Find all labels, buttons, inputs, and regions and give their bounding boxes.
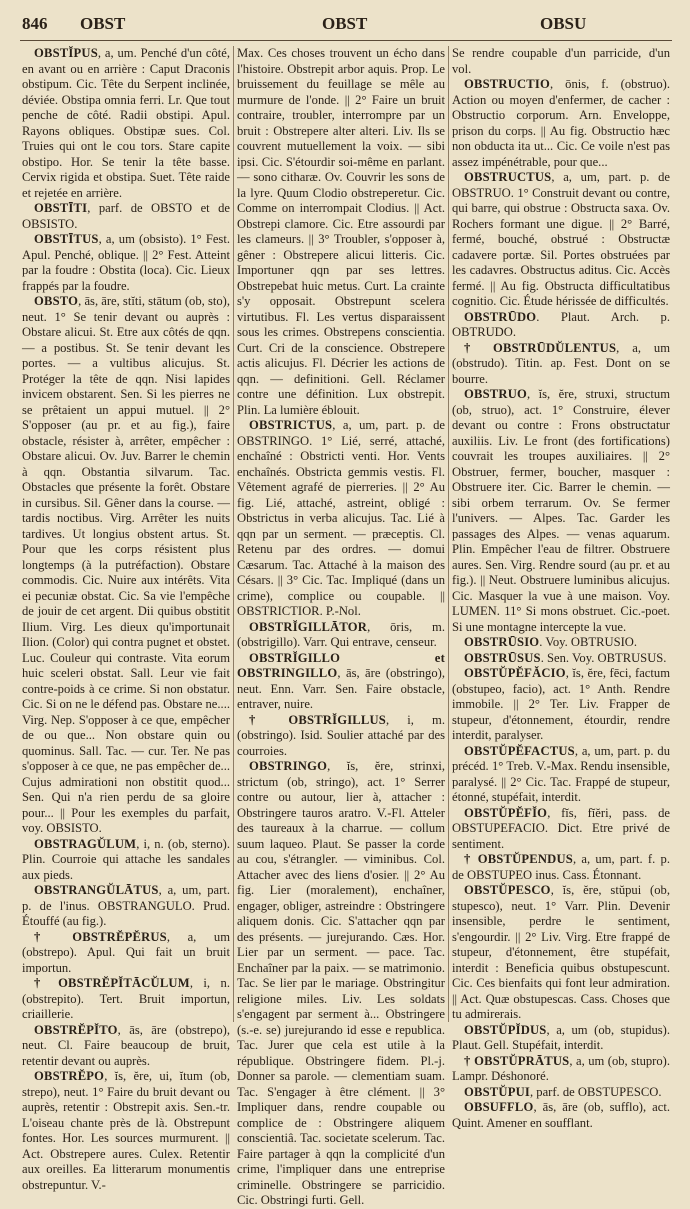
entry-text: , i, n. (ob, sterno). Plin. Courroie qui attache les sandales aux pieds. — [22, 836, 230, 882]
dictionary-entry — [452, 46, 670, 77]
headword: OBSTŬPĔFĬO — [464, 805, 548, 820]
headword: OBSTRĬGILLO et OBSTRINGILLO — [237, 650, 445, 680]
dictionary-entry — [22, 976, 230, 1023]
entry-text: . Voy. OBTRUSIO. — [539, 635, 638, 649]
dictionary-entry — [22, 930, 230, 977]
headword: OBSUFFLO — [464, 1100, 534, 1114]
headword: OBSTRĬGILLUS — [288, 712, 386, 727]
entry-text: , a, um, part. p. de OBSTRINGO. 1° Lié, serré, attaché, enchaîné : Obstricti venti. Hor. Vents enchaînés. Obstricta gemmis vestis. Fl. Vêtement agrafé de pierreries. || 2° Au fig. Lié, attaché, astreint, obligé : Obstrictus in verba alicujus. Tac. Lié à qqn par un serment. — præceptis. Cl. Retenu par des ordres. — domui Cæsarum. Tac. Attaché à la maison des Césars. || 3° Cic. Tac. Impliqué (dans un crime), complice ou coupable. || OBSTRICTIOR. P.-Nol. — [237, 418, 445, 618]
page-number: 846 — [22, 14, 48, 33]
running-header — [0, 14, 690, 38]
entry-text: , ĭs, ĕre, struxi, structum (ob, struo), act. 1° Construire, élever devant ou contre : Frons obstructatur auxiliis. Liv. Le front (des fortifications) couvrait les troupes auxiliaires. || 2° Obstruer, fermer, boucher, masquer : Obstruere iter. Cic. Barrer le chemin. — sibi orbem terrarum. Ov. Se fermer l'univers. — Alpes. Tac. Garder les passages des Alpes. — venas aquarum. Plin. Empêcher l'eau de filtrer. Obstruere aures. Sen. Virg. Rendre sourd (au pr. et au fig.). || Neut. Obstruere luminibus alicujus. Cic. Masquer la vue à une maison. Voy. LUMEN. 11° Si mons obstruet. Cic.-poet. Si une montagne intercepte la vue. — [452, 387, 670, 634]
headword: OBSTRAGŬLUM — [34, 836, 137, 851]
headword: OBSTRŪSIO — [464, 635, 540, 649]
entry-text: , i, m. (obstringo). Isid. Soulier attaché par des courroies. — [237, 712, 445, 758]
dictionary-entry — [452, 1054, 670, 1085]
headword: OBSTRŪSUS — [464, 650, 541, 665]
entry-text: , a, um, part. f. p. de OBSTUPEO inus. Cass. Étonnant. — [452, 852, 670, 882]
headword: OBSTĪTUS — [34, 232, 99, 246]
headword: OBSTRĔPĔRUS — [72, 929, 167, 944]
dictionary-entry — [452, 387, 670, 635]
dictionary-entry — [452, 651, 670, 667]
dictionary-entry — [452, 635, 670, 651]
entry-text: , ās, āre, stĭti, stātum (ob, sto), neut. 1° Se tenir devant ou auprès : Obstare alicui. St. Etre aux côtés de qqn. — a postibus. St. Se tenir devant les portes. — a vultibus alicujus. St. Protéger la tête de qqn. Nisi lapides invicem obstarent. Sen. Si les pierres ne se prêtaient un appui mutuel. || 2° S'opposer (au pr. et au fig.), faire obstacle, résister à, arrêter, empêcher : Obstare alicui. Ov. Juv. Barrer le chemin à qqn. Obstantia silvarum. Tac. Obstacles que présente la forêt. Obstare in cursibus. Sil. Gêner dans la course. — tardis noctibus. Virg. Arrêter les nuits tardives. Ut longius obstent artus. St. Pour que les corps résistent plus longtemps (à la putréfaction). Obstare commodis. Cic. Nuire aux intérêts. Vita ei pecuniæ obstat. Cic. Sa vie l'empêche de jouir de cet argent. Dii quibus obstitit Ilium. Virg. Les dieux qu'importunait Ilion. (Color) qui contra pugnet et obstet. Luc. Couleur qui contraste. Vita eorum huic sceleri obstat. Sall. Leur vie fait contre-poids à ce crime. Si non obstatur. Cic. Si on ne le défend pas. Obstare ne.... Virg. Nep. S'opposer à ce que, empêcher de ou que... Non obstare quin ou quominus. Sall. Tac. — cur. Ter. Ne pas s'opposer à ce que, ne pas empêcher de... Cujus admirationi non obstitit quod... Sen. Qui n'a rien perdu de sa gloire pour... || Pour les exemples du parfait, voy. OBSISTO. — [22, 294, 230, 835]
dictionary-entry — [452, 310, 670, 341]
dictionary-entry — [237, 418, 445, 620]
entry-text: , parf. de OBSTUPESCO. — [529, 1084, 662, 1099]
dictionary-entry — [452, 883, 670, 1023]
header-rule — [20, 40, 672, 41]
headword: OBSTRĔPĬTO — [34, 1022, 118, 1037]
column-2 — [237, 46, 445, 1207]
right-guide-word: OBSU — [540, 14, 587, 33]
entry-text: , a, um. Penché d'un côté, en avant ou en arrière : Caput Draconis obstipum. Cic. Tête du Serpent inclinée, déviée. Obstipa omnia ferri. Lr. Que tout penche de côté. Radii obstipi. Apul. Rayons obliques. Obstipæ sues. Col. Truies qui ont le cou tors. Stare capite obstipo. Hor. Se tenir la tête basse. Cervix rigida et obstipa. Suet. Tête raide et rejetée en arrière. — [22, 46, 230, 200]
dictionary-entry — [237, 713, 445, 760]
left-guide-word: OBST — [80, 14, 126, 33]
entry-text: , ĭs, ĕre, stŭpui (ob, stupesco), neut. 1° Varr. Plin. Devenir insensible, perdre le sentiment, s'engourdir. || 2° Liv. Virg. Etre frappé de stupeur, d'étonnement, être stupéfait, interdit : Beneficia quibus obstupescunt. Cic. Ces bienfaits qui font leur admiration. || Act. Quæ obstupescas. Cass. Choses que tu admirerais. — [452, 883, 670, 1021]
entry-text: , ās, āre (obstringo), neut. Enn. Varr. Sen. Faire obstacle, entraver, nuire. — [237, 666, 445, 711]
dictionary-entry — [452, 806, 670, 853]
dictionary-entry — [452, 77, 670, 170]
entry-text: , a, um (obstrepo). Apul. Qui fait un bruit importun. — [22, 929, 230, 975]
center-guide-word: OBST — [322, 14, 368, 33]
dictionary-entry — [22, 232, 230, 294]
dictionary-entry — [237, 759, 445, 1209]
headword: OBSTRINGO — [249, 759, 328, 773]
entry-text: , ās, āre (obstrepo), neut. Cl. Faire beaucoup de bruit, retentir devant ou auprès. — [22, 1022, 230, 1068]
dictionary-entry — [237, 651, 445, 713]
dagger-mark: † — [464, 1053, 475, 1068]
dagger-mark: † — [34, 976, 59, 990]
dagger-mark: † — [34, 929, 73, 944]
dictionary-entry — [452, 170, 670, 310]
dictionary-entry — [237, 620, 445, 651]
headword: OBSTRUO — [464, 387, 527, 401]
entry-text: , a, um (ob, stupro). Lampr. Déshonoré. — [452, 1053, 670, 1083]
entry-text: , i, n. (obstrepito). Tert. Bruit importun, criaillerie. — [22, 976, 230, 1021]
entry-text: , parf. de OBSTO et de OBSISTO. — [22, 201, 230, 231]
column-3 — [452, 46, 670, 1130]
dictionary-entry — [452, 744, 670, 806]
headword: OBSTĪTI — [34, 201, 88, 215]
headword: OBSTRŪDŬLENTUS — [492, 340, 617, 355]
entry-text: , a, um, part. p. de l'inus. OBSTRANGULO. Prud. Étouffé (au fig.). — [22, 883, 230, 928]
entry-text: , a, um, part. p. du précéd. 1° Treb. V.-Max. Rendu insensible, paralysé. || 2° Cic. Tac. Frappé de stupeur, étonné, stupéfait, interdit. — [452, 743, 670, 804]
column-1 — [22, 46, 230, 1192]
headword: OBSTĬPUS — [34, 46, 98, 60]
dictionary-entry — [452, 1100, 670, 1131]
entry-text: , ās, āre (ob, sufflo), act. Quint. Amener en soufflant. — [452, 1100, 670, 1130]
dagger-mark: † — [249, 712, 289, 727]
headword: OBSTRŪDO — [464, 309, 537, 324]
dictionary-entry — [237, 46, 445, 418]
headword: OBSTRUCTUS — [464, 170, 552, 184]
column-divider — [233, 46, 234, 1022]
headword: OBSTŬPUI — [464, 1084, 530, 1099]
dictionary-entry — [452, 1085, 670, 1101]
entry-text: , a, um (ob, stupidus). Plaut. Gell. Stupéfait, interdit. — [452, 1022, 670, 1052]
headword: OBSTRICTUS — [249, 418, 333, 432]
headword: OBSTRĔPO — [34, 1069, 105, 1083]
headword: OBSTŬPENDUS — [477, 852, 573, 866]
headword: OBSTŬPESCO — [464, 883, 551, 897]
dictionary-entry — [22, 883, 230, 930]
column-divider — [448, 46, 449, 1022]
dictionary-entry — [452, 1023, 670, 1054]
entry-text: , ĭs, ĕre, fēci, factum (obstupeo, facio), act. 1° Anth. Rendre immobile. || 2° Ter. Liv. Frapper de stupeur, d'étonnement, étourdir, rendre interdit, paralyser. — [452, 666, 670, 742]
entry-text: Max. Ces choses trouvent un écho dans l'histoire. Obstrepit arbor aquis. Prop. Le bruissement du feuillage se mêle au murmure de l'onde. || 2° Faire un bruit contraire, troubler, interrompre par un bruit : Obstrepere alter alteri. Liv. Ils se couvrent mutuellement la voix. — sibi ipsi. Cic. S'étourdir soi-même en parlant. — sono citharæ. Ov. Couvrir les sons de la lyre. Quum Clodio obstreperetur. Cic. Comme on interrompait Clodius. || Act. Obstrepi clamore. Cic. Etre assourdi par les clameurs. || 3° Troubler, s'opposer à, gêner : Obstrepere alicui litteris. Cic. Importuner qqn par ses lettres. Obstrepebat huic metus. Curt. La crainte s'y opposait. Obstrepunt scelera virtutibus. Fl. Les vertus disparaissent sous les crimes. Obstrepens conscientia. Curt. Cri de la conscience. Obstrepere actis alicujus. Fl. Décrier les actions de qqn. — definitioni. Gell. Réclamer contre une définition. Lux obstrepit. Plin. La lumière éblouit. — [237, 46, 445, 417]
headword: OBSTRĬGILLĀTOR — [249, 619, 368, 634]
dictionary-entry — [452, 852, 670, 883]
entry-text: Se rendre coupable d'un parricide, d'un vol. — [452, 46, 670, 76]
dictionary-entry — [22, 201, 230, 232]
entry-text: . Plaut. Arch. p. OBTRUDO. — [452, 309, 670, 339]
dictionary-entry — [22, 1023, 230, 1070]
entry-text: , fĭs, fĭĕri, pass. de OBSTUPEFACIO. Dict. Etre privé de sentiment. — [452, 805, 670, 851]
dictionary-entry — [452, 341, 670, 388]
dictionary-entry — [452, 666, 670, 744]
dictionary-entry — [22, 1069, 230, 1193]
headword: OBSTŬPĬDUS — [464, 1022, 547, 1037]
entry-text: . Sen. Voy. OBTRUSUS. — [540, 650, 667, 665]
dictionary-entry — [22, 837, 230, 884]
dagger-mark: † — [464, 340, 493, 355]
entry-text: , a, um, part. p. de OBSTRUO. 1° Construit devant ou contre, qui barre, qui obstrue : Obstructa saxa. Ov. Rochers formant une digue. || 2° Barré, fermé, bouché, obstrué : Obstructæ cadavere portæ. Sil. Portes obstruées par les cadavres. Obstructus aditus. Cic. Accès fermé. || Au fig. Obstructa difficultatibus cognitio. Cic. Étude hérissée de difficultés. — [452, 170, 670, 308]
entry-text: , ĭs, ĕre, ui, ĭtum (ob, strepo), neut. 1° Faire du bruit devant ou auprès, retentir : Obstrepit axis. Sen.-tr. L'oiseau chante près de là. Obstrepunt fontes. Hor. Les sources murmurent. || Act. Obstrepere aures. Culex. Retentir aux oreilles. Ea litterarum monumentis obstrepuntur. V.- — [22, 1069, 230, 1192]
entry-text: , a, um (obsisto). 1° Fest. Apul. Penché, oblique. || 2° Fest. Atteint par la foudre : Obstita (loca). Cic. Lieux frappés par la foudre. — [22, 232, 230, 293]
entry-text: , ōnis, f. (obstruo). Action ou moyen d'enfermer, de cacher : Obstructio corporum. Arn. Enveloppe, prison du corps. || Au fig. Obstructio hæc non obducta ita ut... Cic. Ce voile n'est pas assez impénétrable, pour que... — [452, 77, 670, 169]
dictionary-entry — [22, 46, 230, 201]
headword: OBSTO — [34, 294, 79, 308]
dagger-mark: † — [464, 852, 478, 866]
headword: OBSTRĔPĬTĀCŬLUM — [58, 976, 190, 990]
headword: OBSTŬPĔFACTUS — [464, 743, 575, 758]
headword: OBSTRUCTIO — [464, 77, 550, 91]
entry-text: , a, um (obstrudo). Titin. ap. Fest. Dont on se bourre. — [452, 340, 670, 386]
headword: OBSTRANGŬLĀTUS — [34, 883, 159, 897]
entry-text: , ōris, m. (obstrigillo). Varr. Qui entrave, censeur. — [237, 619, 445, 649]
entry-text: , ĭs, ĕre, strinxi, strictum (ob, stringo), act. 1° Serrer contre ou autour, lier à, attacher : Obstringere tauros aratro. V.-Fl. Atteler des taureaux à la charrue. — collum suum laqueo. Plaut. Se passer la corde au cou, s'étrangler. — viminibus. Col. Attacher avec des liens d'osier. || 2° Au fig. Lier (moralement), enchaîner, engager, obliger, astreindre : Obstringere aliquem donis. Cic. S'attacher qqn par des présents. — jurejurando. Cæs. Hor. Lier par un serment. — pace. Tac. Enchaîner par la paix. — se matrimonio. Tac. Se lier par le mariage. Obstringitur religione miles. Liv. Les soldats s'engagent par serment à... Obstringere (s.-e. se) jurejurando id esse e republica. Tac. Jurer que cela est utile à la république. Obstringere fidem. Pl.-j. Donner sa parole. — clementiam suam. Tac. S'engager à être clément. || 3° Impliquer dans, rendre coupable ou complice de : Obstringere aliquem conscientiâ. Tac. societate scelerum. Tac. Faire partager à qqn la complicité d'un crime, l'impliquer dans une entreprise criminelle. Obstringere se parricidio. Cic. Obstringi furti. Gell. — [237, 759, 445, 1207]
headword: OBSTŬPRĀTUS — [474, 1053, 570, 1068]
dictionary-entry — [22, 294, 230, 837]
headword: OBSTŬPĔFĂCIO — [464, 666, 566, 680]
